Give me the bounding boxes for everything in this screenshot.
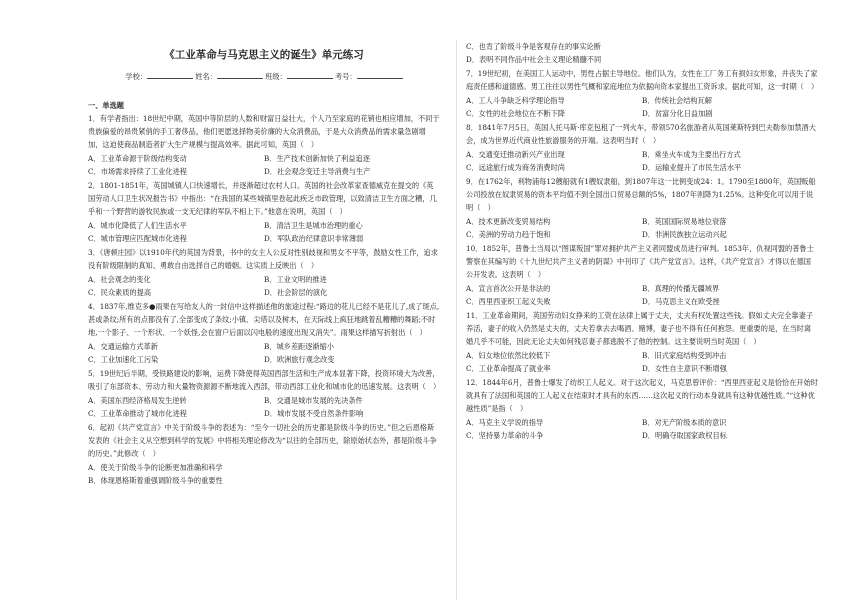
answer-option[interactable]: B．英国国际贸易地位衰落 [642,217,727,226]
answer-option[interactable]: C．工业革命推动了城市化进程 [88,409,187,418]
name-blank[interactable] [217,70,263,79]
answer-option[interactable]: C．工业加速化工污染 [88,355,159,364]
answer-option[interactable]: D．城市发展不受自然条件影响 [264,409,364,418]
page-title: 《工业革命与马克思主义的诞生》单元练习 [164,49,364,61]
school-label: 学校： [125,72,147,81]
question-item [88,421,440,487]
question-stem: 4．1837年,维克多●雨果在写给友人的一封信中这样描述他的旅途过程:“路边的花儿已经不是花儿了,成了斑点,甚或条纹;所有的点都没有了,全部变成了条纹;小镇、尖塔以及树木，在天际线上疯狂地跳着乱糟糟的舞蹈;不时地,一个影子、一个形状、一个妖怪,会在窗户后面以闪电般的速度出现又消失”。雨果这样描写折射出（ ） [88,302,440,337]
school-blank[interactable] [147,70,193,79]
option-list [466,148,818,174]
question-stem: 2．1801-1851年，英国城镇人口快速增长，并逐渐超过农村人口。英国的社会改革家查德威克在提交的《英国劳动人口卫生状况报告书》中指出：“在我国的某些城镇里卷起此疾乏市政管理，以致清洁卫生方面之糟，几乎和一个野营的游牧民族或一支无纪律的军队不相上下。”他意在说明，英国（ ） [88,181,437,216]
answer-option[interactable]: D．运输业提升了市民生活水平 [642,163,742,172]
question-item [466,121,818,174]
question-item [88,179,440,245]
answer-option[interactable]: C．工业革命提高了就业率 [466,364,551,373]
option-list [466,282,818,308]
answer-option[interactable]: B．真理的传播无疆域界 [642,284,720,293]
question-stem: 3．《唐顿庄园》以1910年代的英国为背景，书中的女主人公反对性别歧视和男女不平等，鼓励女性工作，追求没有阶级限制的真知、勇敢自由选择自己的婚姻。这实质上反映出（ ） [88,248,438,270]
answer-option[interactable]: D．明确夺取国家政权目标 [642,431,727,440]
answer-option[interactable]: A．美国东西经济格局发生逆转 [88,396,187,405]
option-list [466,40,818,66]
question-item [466,242,818,308]
left-question-list [88,112,440,487]
class-blank[interactable] [287,70,333,79]
question-item [88,112,440,178]
exam-no-label: 考号： [335,72,357,81]
option-list [88,394,440,420]
answer-option[interactable]: B．生产技术创新加快了利益追逐 [264,154,370,163]
answer-option[interactable]: A．宣言首次公开是非法的 [466,284,551,293]
student-info-line [88,70,440,83]
question-item [88,367,440,420]
left-column [88,0,440,488]
answer-option[interactable]: B．清洁卫生是城市治理的重心 [264,221,363,230]
answer-option[interactable]: C．市场需求持续了工业化进程 [88,167,187,176]
option-list [466,94,818,120]
answer-option[interactable]: A．交通变迁推动新兴产业出现 [466,150,565,159]
option-list [88,273,440,299]
answer-option[interactable]: D．欧洲旅行观念改变 [264,355,335,364]
question-stem: 11．工业革命期间，英国劳动妇女挣来的工资在法律上属于丈夫，丈夫有权处置这些钱。假如丈夫完全靠妻子养活，妻子的收入仍然是丈夫的，丈夫若拿去去喝酒、赌博，妻子也不得有任何抱怨。更重要的是，在当时离婚几乎不可能，因此无论丈夫如何残忍妻子都逃脱不了他的控制。这主要说明当时英国（ ） [466,311,813,346]
answer-option[interactable]: A．城市化降低了人们生活水平 [88,221,187,230]
question-item [88,246,440,299]
option-list [466,215,818,241]
option-list [88,152,440,178]
question-item [466,175,818,241]
answer-option[interactable]: D．社会阶层的演化 [264,288,328,297]
question-stem: 5．19世纪后半期，受铁路建设的影响，运费下降使得英国西部生活和生产成本显著下降，投资环境大为改善，吸引了东部资本、劳动力和大量物资源源不断地流入西部，带动西部工业化和城市化的迅速发展。这表明（ ） [88,369,441,391]
answer-option[interactable]: D．军队政治纪律意识非常薄弱 [264,234,364,243]
answer-option[interactable]: A．使关于阶级斗争的论断更加准确和科学 [88,463,223,472]
answer-option[interactable]: B．交通是城市发展的先决条件 [264,396,363,405]
question-stem: 8．1841年7月5日，英国人托马斯·库克包租了一列火车，带领570名旅游者从英国莱斯特到巴夫勒参加禁酒大会，成为世界近代商业性旅游服务的开端。这表明当时（ ） [466,123,816,145]
answer-option[interactable]: A．妇女地位依然比较低下 [466,351,551,360]
option-list [88,219,440,245]
answer-option[interactable]: C．坚持暴力革命的斗争 [466,431,544,440]
right-question-list [466,40,818,442]
answer-option[interactable]: B．传统社会结构瓦解 [642,96,712,105]
option-list [466,416,818,442]
answer-option[interactable]: D．社会观念变迁主导消费与生产 [264,167,371,176]
question-stem: 12．1844年6月，普鲁士爆发了纺织工人起义。对于这次起义，马克思曾评价：“西里西亚起义是恰恰在开始时就具有了法国和英国的工人起义在结束时才具有的东西……这次起义的行动本身就具有这种优越性质。”“这种优越性质”是指（ ） [466,378,818,413]
answer-option[interactable]: A．社会观念的变化 [88,275,151,284]
answer-option[interactable]: C．女性的社会地位在不断下降 [466,109,565,118]
question-item [466,376,818,442]
answer-option[interactable]: B．城乡差距逐渐缩小 [264,342,334,351]
question-item [466,309,818,375]
question-stem: 9．在1762年，利物浦每12艘船就有1艘奴隶船，到1807年这一比例变成24：1。1790至1800年，英国贩船公司投放在奴隶贸易的资本平均值不到全国出口贸易总额的5%，1807年则降为1.25%。这种变化可以用于说明（ ） [466,177,816,212]
answer-option[interactable]: C．城市管理应匹配城市化进程 [88,234,187,243]
right-column [466,0,818,443]
option-list [88,461,440,487]
exam-no-blank[interactable] [357,70,403,79]
question-stem: 10．1852年，普鲁士当局以“图谋叛国”罪对拥护共产主义者同盟成员进行审判。1853年，仇视同盟的普鲁士警察在其编写的《十九世纪共产主义者的阴谋》中刊印了《共产党宣言》。这样，《共产党宣言》才得以在德国公开发表。这表明（ ） [466,244,814,279]
answer-option[interactable]: C．西里西亚织工起义失败 [466,297,551,306]
question-item [466,40,818,66]
question-stem: 6．起初《共产党宣言》中关于阶级斗争的表述为：“至今一切社会的历史都是阶级斗争的历史。”但之后恩格斯发表的《社会主义从空想到科学的发展》中将相关理论修改为“以往的全部历史，除原始状态外，都是阶级斗争的历史。”此修改（ ） [88,423,437,458]
class-label: 班级： [265,72,287,81]
answer-option[interactable]: A．交通运输方式革新 [88,342,158,351]
answer-option[interactable]: A．工人斗争缺乏科学理论指导 [466,96,565,105]
answer-option[interactable]: D．女性自主意识不断增强 [642,364,727,373]
option-list [466,349,818,375]
answer-option[interactable]: D．表明不同作品中社会主义理论精髓不同 [466,55,602,64]
option-list [88,340,440,366]
section-heading: 一、单选题 [88,101,124,110]
column-divider [456,40,457,600]
question-item [466,67,818,120]
question-stem: 1．有学者指出：18世纪中期，英国中等阶层的人数和财富日益壮大，个人乃至家庭的花销也相应增加，不同于贵族偏爱的昂贵紧俏的手工奢侈品，他们更愿选择物美价廉的大众消费品，于是大众消费品的需求量急剧增加，这迫使商品制造者扩大生产规模与提高效率。据此可知，英国（ ） [88,114,440,149]
question-stem: 7．19世纪初，在美国工人运动中，男性占据主导地位。他们认为，女性在工厂务工有损妇女形象，并丧失了家庭责任感和道德感。男工往往以男性气概和家庭地位为依据向资本家提出工资诉求。据此可知，这一时期（ ） [466,69,819,91]
answer-option[interactable]: C．远途旅行成为商务消费时尚 [466,163,565,172]
answer-option[interactable]: A．马克主义学说的指导 [466,418,544,427]
answer-option[interactable]: A．技术更新改变贸易结构 [466,217,551,226]
answer-option[interactable]: B．体现恩格斯着重强调阶级斗争的重要性 [88,476,223,485]
answer-option[interactable]: B．乘坐火车成为主要出行方式 [642,150,741,159]
answer-option[interactable]: D．非洲民族独立运动兴起 [642,230,727,239]
answer-option[interactable]: C．美洲的劳动力趋于饱和 [466,230,551,239]
answer-option[interactable]: A．工业革命源于阶级结构变动 [88,154,187,163]
name-label: 姓名： [195,72,217,81]
answer-option[interactable]: D．贫富分化日益加剧 [642,109,713,118]
answer-option[interactable]: C．也肯了阶级斗争是客观存在的事实论断 [466,42,601,51]
answer-option[interactable]: B．对无产阶级本质的意识 [642,418,727,427]
answer-option[interactable]: B．工业文明的推进 [264,275,327,284]
answer-option[interactable]: C．民众素质的提高 [88,288,152,297]
question-item [88,300,440,366]
answer-option[interactable]: D．马克思主义在欧受挫 [642,297,720,306]
answer-option[interactable]: B．旧式家庭结构受到冲击 [642,351,727,360]
